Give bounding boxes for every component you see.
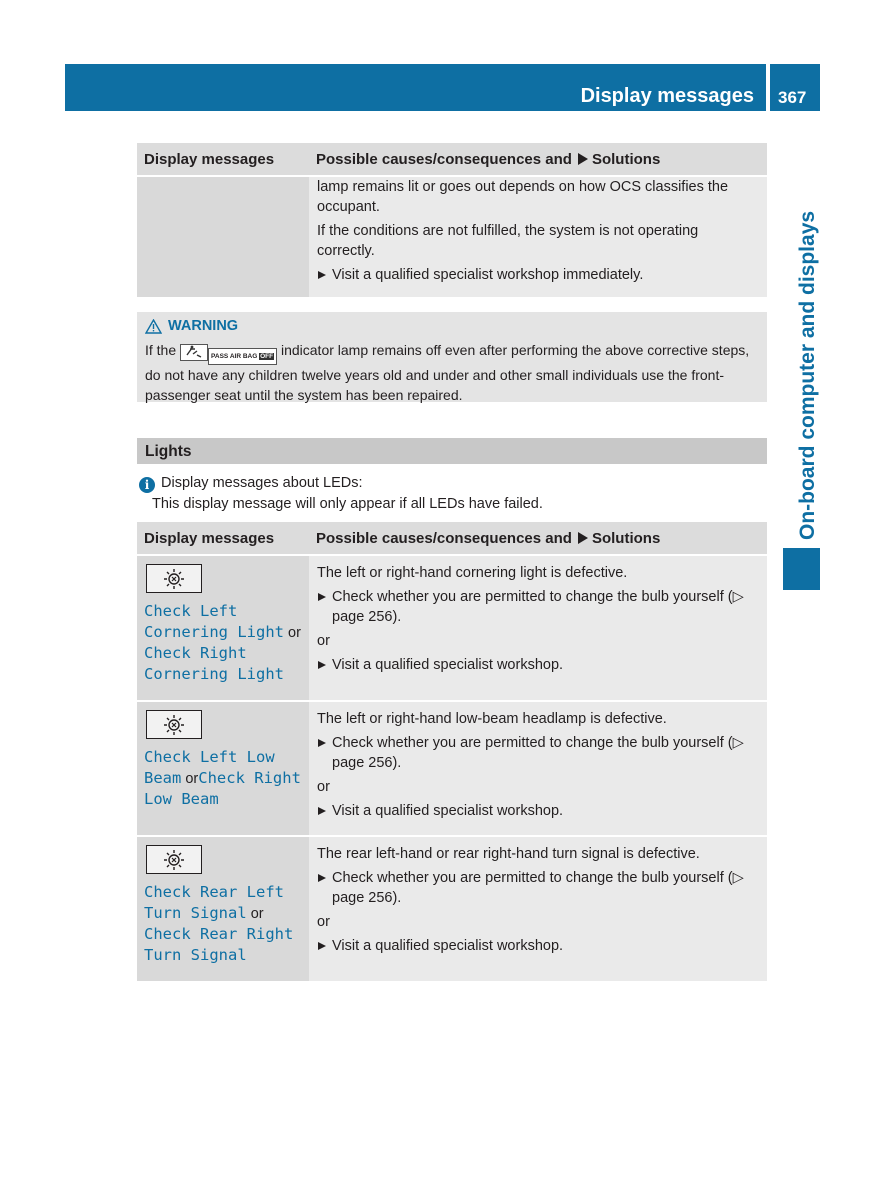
info-subtext: This display message will only appear if all LEDs have failed. <box>152 496 543 512</box>
cause-cell <box>309 702 767 835</box>
cause-text: The left or right-hand cornering light is defective. <box>317 565 628 581</box>
cause-text: The rear left-hand or rear right-hand turn signal is defective. <box>317 846 700 862</box>
continuation-cause-cell <box>309 177 767 297</box>
message-cell <box>137 556 309 700</box>
message-a: Check Left Low Beam <box>144 748 275 787</box>
info-icon: i <box>139 477 155 493</box>
warning-text <box>145 340 763 405</box>
message-cell <box>137 837 309 981</box>
arrow-icon <box>578 532 588 544</box>
bulb-failure-icon <box>146 710 202 739</box>
cause-text: The left or right-hand low-beam headlamp is defective. <box>317 711 667 727</box>
column-header-causes <box>309 522 767 554</box>
column-header-messages: Display messages <box>137 522 309 554</box>
page-number-box <box>770 64 820 111</box>
arrow-icon <box>578 153 588 165</box>
info-note <box>139 473 363 493</box>
section-heading: Lights <box>145 443 192 460</box>
warning-text-before: If the <box>145 342 177 358</box>
solution-bullet: Visit a qualified specialist workshop. <box>317 655 759 675</box>
bulb-failure-icon <box>146 845 202 874</box>
column-header-causes <box>309 143 767 175</box>
or-text: or <box>250 906 264 922</box>
continuation-line: If the conditions are not fulfilled, the system is not operating correctly. <box>317 223 699 259</box>
message-b: Check Rear Right Turn Signal <box>144 925 294 964</box>
pass-air-bag-off-indicator <box>208 348 277 365</box>
table-row <box>137 702 767 835</box>
solution-bullet: Check whether you are permitted to change the bulb yourself (▷ page 256). <box>317 868 759 908</box>
message-a: Check Rear Left Turn Signal <box>144 883 284 922</box>
continuation-line: lamp remains lit or goes out depends on how OCS classifies the occupant. <box>317 179 729 215</box>
info-line: Display messages about LEDs: <box>161 475 363 491</box>
table-row <box>137 556 767 700</box>
warning-title-text: WARNING <box>168 318 239 334</box>
header-bar <box>65 64 766 111</box>
child-seat-icon <box>180 344 208 361</box>
message-cell <box>137 702 309 835</box>
solution-bullet: Visit a qualified specialist workshop. <box>317 801 759 821</box>
table-lights <box>137 522 767 981</box>
bulb-failure-icon <box>146 564 202 593</box>
indicator-off: OFF <box>260 353 274 360</box>
column-header-causes-text: Possible causes/consequences and <box>316 150 572 168</box>
table-row <box>137 837 767 981</box>
warning-box <box>137 312 767 402</box>
or-text: or <box>317 914 330 930</box>
continuation-message-cell <box>137 177 309 297</box>
page-number: 367 <box>778 88 807 107</box>
solution-bullet: Check whether you are permitted to change the bulb yourself (▷ page 256). <box>317 587 759 627</box>
warning-triangle-icon <box>145 319 162 334</box>
or-text: or <box>317 633 330 649</box>
column-header-causes-text: Possible causes/consequences and <box>316 529 572 547</box>
or-text: or <box>288 625 301 641</box>
column-header-solutions: Solutions <box>591 150 661 168</box>
warning-title <box>145 318 238 334</box>
side-tab-marker <box>783 548 820 590</box>
section-heading-bar <box>137 438 767 464</box>
message-b: Check Right Low Beam <box>144 769 301 808</box>
table-continuation <box>137 143 767 297</box>
side-tab-label: On-board computer and displays <box>796 210 819 540</box>
cause-cell <box>309 556 767 700</box>
warning-text-after: indicator lamp remains off even after performing the above corrective steps, do not have any children twelve years old and under and other small individuals use the front-passenger seat until the system has been repaired. <box>145 342 750 403</box>
column-header-messages: Display messages <box>137 143 309 175</box>
solution-bullet: Visit a qualified specialist workshop immediately. <box>317 265 759 285</box>
cause-cell <box>309 837 767 981</box>
column-header-solutions: Solutions <box>591 529 661 547</box>
indicator-label: PASS AIR BAG <box>211 353 258 360</box>
solution-bullet: Check whether you are permitted to change the bulb yourself (▷ page 256). <box>317 733 759 773</box>
message-b: Check Right Cornering Light <box>144 644 284 683</box>
or-text: or <box>185 771 199 787</box>
display-message <box>144 601 302 685</box>
message-a: Check Left Cornering Light <box>144 602 284 641</box>
display-message <box>144 882 302 966</box>
display-message <box>144 747 302 810</box>
page-title: Display messages <box>580 85 754 107</box>
or-text: or <box>317 779 330 795</box>
solution-bullet: Visit a qualified specialist workshop. <box>317 936 759 956</box>
